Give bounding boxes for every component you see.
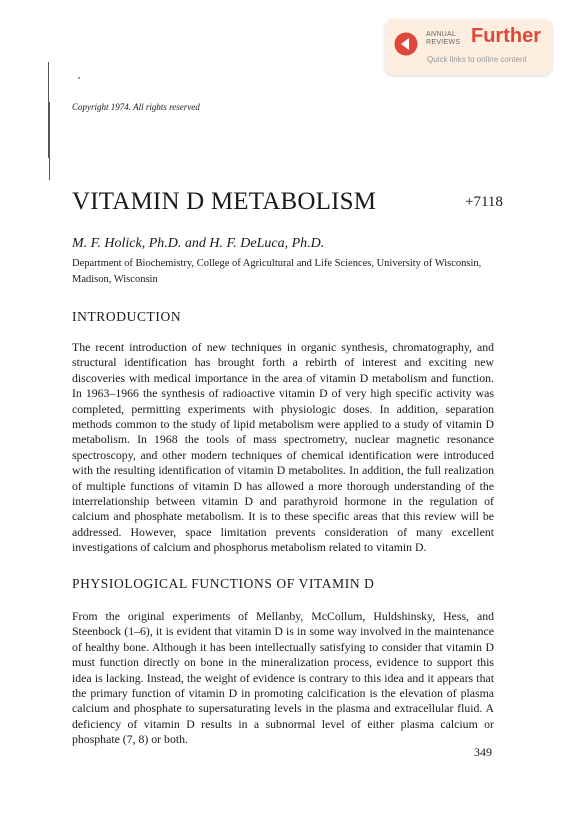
banner-small-text: ANNUAL REVIEWS (426, 31, 461, 46)
copyright-notice: Copyright 1974. All rights reserved (72, 102, 200, 112)
banner-title: Further (471, 25, 541, 47)
introduction-paragraph: The recent introduction of new techniques in organic synthesis, chromatography, and structural identification has brought forth a rebirth of interest and exciting new discoveries with medical importance in the area of vitamin D metabolism and function. In 1963–1966 the synthesis of radioactive vitamin D of very high specific activity was completed, permitting experiments with physiologic doses. In addition, separation methods common to the study of lipid metabolism were applied to a study of vitamin D metabolism. In 1968 the tools of mass spectrometry, nuclear magnetic resonance spectroscopy, and other modern techniques of chemical identification were introduced with the resulting identification of vitamin D metabolites. In addition, the full realization of multiple functions of vitamin D has allowed a more thorough understanding of the interrelationship between vitamin D and parathyroid hormone in the regulation of calcium and phosphate metabolism. It is to these specific areas that this review will be addressed. However, space limitation prevents consideration of many excellent investigations of calcium and phosphorus metabolism related to vitamin D. (72, 340, 494, 555)
section-heading-introduction: INTRODUCTION (72, 309, 182, 324)
physiological-functions-paragraph: From the original experiments of Mellanby, McCollum, Huldshinsky, Hess, and Steenbock (1–6), it is evident that vitamin D is in some way involved in the maintenance of healthy bone. Although it has been intellectually satisfying to consider that vitamin D must function directly on bone in the mineralization process, evidence to support this idea is lacking. Instead, the weight of evidence is contrary to this idea and it appears that the primary function of vitamin D in promoting calcification is the elevation of plasma calcium and phosphate to supersaturating levels in the plasma and extracellular fluid. A deficiency of vitamin D results in a subnormal level of either plasma calcium or phosphate (7, 8) or both. (72, 609, 494, 747)
further-banner[interactable] (385, 19, 552, 75)
page-number: 349 (474, 745, 492, 759)
article-title: VITAMIN D METABOLISM (72, 188, 377, 215)
article-code: +7118 (465, 194, 503, 210)
scan-speck (78, 77, 80, 79)
authors: M. F. Holick, Ph.D. and H. F. DeLuca, Ph.D. (72, 236, 325, 251)
margin-line (49, 102, 50, 180)
play-arrow-icon (394, 32, 418, 56)
affiliation: Department of Biochemistry, College of Agricultural and Life Sciences, University of Wisconsin, Madison, Wisconsin (72, 258, 482, 285)
section-heading-physiological-functions: PHYSIOLOGICAL FUNCTIONS OF VITAMIN D (72, 576, 375, 591)
banner-subtitle: Quick links to online content (427, 55, 527, 64)
